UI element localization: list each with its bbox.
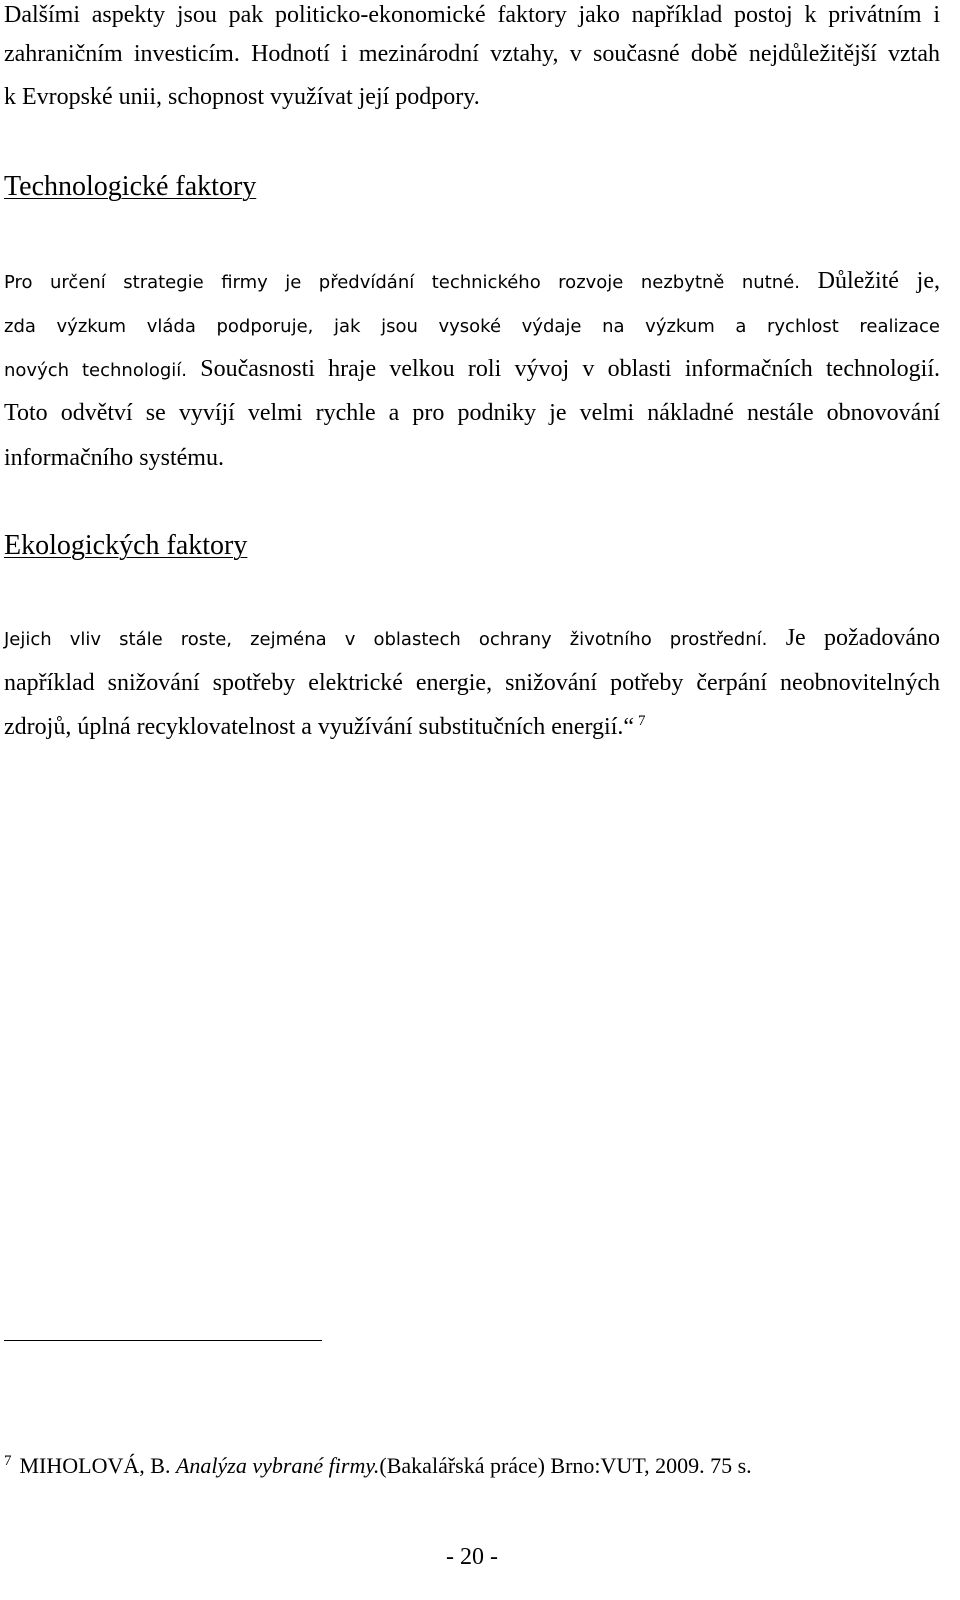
paragraph-line: [4, 354, 940, 384]
paragraph-line: [4, 443, 940, 473]
paragraph-line: [4, 82, 940, 112]
paragraph-line: [4, 712, 940, 742]
line-text: Jejich vliv stále roste, zejména v oblastech ochrany životního prostřední.: [4, 629, 768, 650]
line-text: Je požadováno: [785, 625, 940, 651]
paragraph-line: [4, 266, 940, 296]
line-text: k Evropské unii, schopnost využívat její podpory.: [4, 84, 480, 110]
line-text: Důležité je,: [817, 268, 941, 294]
footnote-author: MIHOLOVÁ, B.: [19, 1453, 171, 1478]
line-text: Pro určení strategie firmy je předvídání technického rozvoje nezbytně nutné.: [4, 272, 800, 293]
line-text: Dalšími aspekty jsou pak politicko-ekonomické faktory jako například postoj k privátním i: [4, 2, 940, 28]
line-text: zdrojů, úplná recyklovatelnost a využívání substitučních energií.“: [4, 714, 635, 740]
line-text: nových technologií.: [4, 360, 188, 381]
page-number: - 20 -: [446, 1544, 498, 1570]
section-heading-technological: Technologické faktory: [4, 171, 257, 202]
paragraph-line: [4, 623, 940, 653]
line-text: zda výzkum vláda podporuje, jak jsou vysoké výdaje na výzkum a rychlost realizace: [4, 316, 940, 337]
footnote-title: Analýza vybrané firmy.: [175, 1453, 380, 1478]
line-text: například snižování spotřeby elektrické energie, snižování potřeby čerpání neobnovitelných: [4, 670, 940, 696]
footnote-separator: [4, 1340, 322, 1341]
paragraph-line: [4, 668, 940, 698]
footnote-details: (Bakalářská práce) Brno:VUT, 2009. 75 s.: [379, 1453, 752, 1478]
section-heading-ecological: Ekologických faktory: [4, 530, 248, 561]
line-text: Toto odvětví se vyvíjí velmi rychle a pro podniky je velmi nákladné nestále obnovování: [4, 400, 940, 426]
footnote-reference: 7: [638, 713, 646, 729]
footnote-marker: 7: [4, 1452, 12, 1469]
paragraph-line: [4, 310, 940, 340]
line-text: informačního systému.: [4, 445, 224, 471]
line-text: Současnosti hraje velkou roli vývoj v oblasti informačních technologií.: [200, 356, 940, 382]
line-text: zahraničním investicím. Hodnotí i mezinárodní vztahy, v současné době nejdůležitější vztah: [4, 41, 940, 67]
paragraph-line: [4, 0, 940, 30]
footnote: [4, 1451, 934, 1481]
paragraph-line: [4, 39, 940, 69]
paragraph-line: [4, 398, 940, 428]
